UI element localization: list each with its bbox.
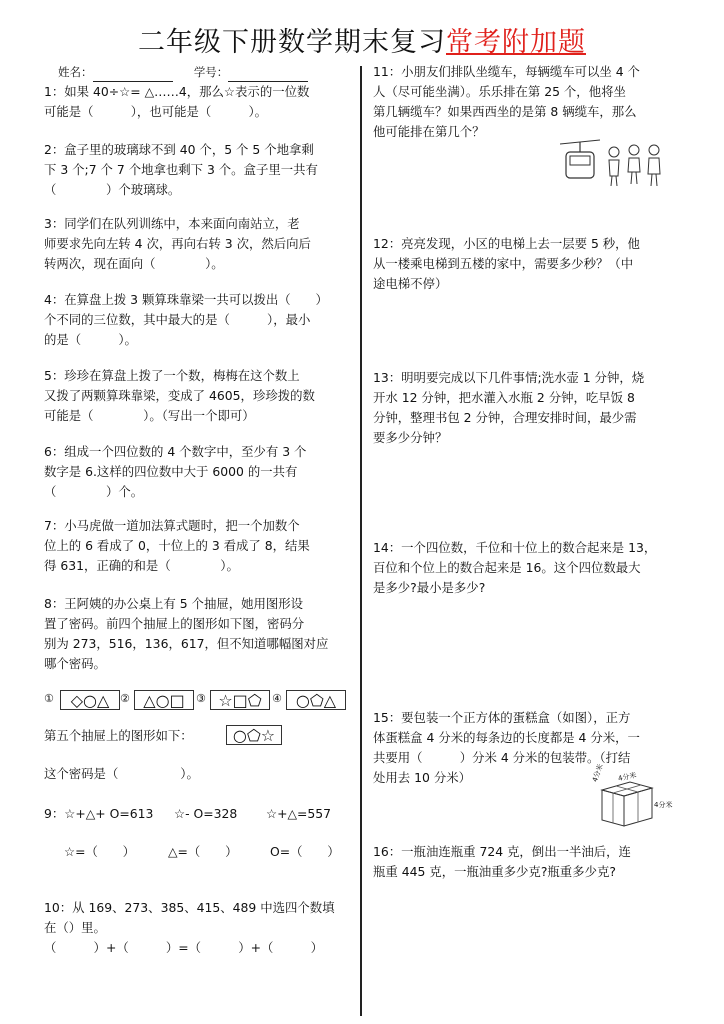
- question-11: [373, 62, 685, 142]
- q6-line: 6：组成一个四位数的 4 个数字中，至少有 3 个: [44, 444, 307, 459]
- q10-line: （ ）+（ ）=（ ）+（ ）: [44, 940, 323, 955]
- q4-line: 的是（ ）。: [44, 332, 137, 347]
- q2-line: （ ）个玻璃球。: [44, 182, 181, 197]
- cake-box-illustration: [590, 762, 680, 832]
- q7-line: 位上的 6 看成了 0，十位上的 3 看成了 8，结果: [44, 538, 310, 553]
- q1-line: 1：如果 40÷☆= △……4，那么☆表示的一位数: [44, 84, 310, 99]
- q11-line: 他可能排在第几个？: [373, 124, 485, 139]
- question-8: [44, 594, 354, 674]
- q14-line: 是多少?最小是多少?: [373, 580, 486, 595]
- code-answer-line: 这个密码是（ ）。: [44, 766, 199, 781]
- question-10: [44, 898, 354, 958]
- q15-line: 体蛋糕盒 4 分米的每条边的长度都是 4 分米，一: [373, 730, 640, 745]
- cable-car-illustration: [560, 138, 668, 190]
- q15-line: 处用去 10 分米）: [373, 770, 471, 785]
- dimension-label: 4分米: [617, 771, 638, 783]
- q6-line: 数字是 6.这样的四位数中大于 6000 的一共有: [44, 464, 298, 479]
- q3-line: 3：同学们在队列训练中，本来面向南站立，老: [44, 216, 300, 231]
- fifth-drawer-label: 第五个抽屉上的图形如下：: [44, 728, 193, 743]
- q9-answer: △=（ ）: [168, 844, 238, 859]
- q9-equation: 9：☆+△+ O=613: [44, 806, 154, 821]
- q13-line: 13：明明要完成以下几件事情;洗水壶 1 分钟，烧: [373, 370, 645, 385]
- q15-line: 15：要包装一个正方体的蛋糕盒（如图），正方: [373, 710, 631, 725]
- name-label: 姓名：: [58, 65, 93, 79]
- drawer-shapes: △○□: [134, 690, 194, 710]
- question-1: [44, 82, 354, 122]
- q9-equation: ☆+△=557: [266, 806, 332, 821]
- q16-line: 16：一瓶油连瓶重 724 克，倒出一半油后，连: [373, 844, 631, 859]
- q9-equation: ☆- O=328: [174, 806, 238, 821]
- q2-line: 下 3 个;7 个 7 个地拿也剩下 3 个。盒子里一共有: [44, 162, 318, 177]
- q1-line: 可能是（ ），也可能是（ ）。: [44, 104, 268, 119]
- drawer-shapes: ○⬠△: [286, 690, 346, 710]
- q5-line: 又拨了两颗算珠靠梁，变成了 4605，珍珍拨的数: [44, 388, 315, 403]
- q3-line: 转两次，现在面向（ ）。: [44, 256, 224, 271]
- question-14: [373, 538, 685, 598]
- q11-line: 11：小朋友们排队坐缆车，每辆缆车可以坐 4 个: [373, 64, 640, 79]
- q8-line: 置了密码。前四个抽屉上的图形如下图，密码分: [44, 616, 305, 631]
- q16-line: 瓶重 445 克，一瓶油重多少克?瓶重多少克?: [373, 864, 616, 879]
- drawer-number: ④: [272, 692, 282, 705]
- q13-line: 要多少分钟？: [373, 430, 448, 445]
- q12-line: 12：亮亮发现，小区的电梯上去一层要 5 秒，他: [373, 236, 640, 251]
- dimension-label: 4分米: [654, 801, 673, 809]
- q8-line: 8：王阿姨的办公桌上有 5 个抽屉，她用图形设: [44, 596, 304, 611]
- column-divider: [360, 66, 362, 1016]
- question-7: [44, 516, 354, 576]
- q15-line: 共要用（ ）分米 4 分米的包装带。（打结: [373, 750, 631, 765]
- q14-line: 百位和个位上的数合起来是 16。这个四位数最大: [373, 560, 641, 575]
- q12-line: 途电梯不停）: [373, 276, 448, 291]
- question-12: [373, 234, 685, 294]
- q8-line: 哪个密码。: [44, 656, 106, 671]
- q13-line: 分钟，整理书包 2 分钟，合理安排时间，最少需: [373, 410, 637, 425]
- drawer-number: ②: [120, 692, 130, 705]
- q5-line: 5：珍珍在算盘上拨了一个数，梅梅在这个数上: [44, 368, 300, 383]
- student-info-row: [58, 62, 308, 82]
- q2-line: 2：盒子里的玻璃球不到 40 个，5 个 5 个地拿剩: [44, 142, 314, 157]
- drawer-shapes: ◇○△: [60, 690, 120, 710]
- q4-line: 个不同的三位数，其中最大的是（ ），最小: [44, 312, 311, 327]
- q7-line: 7：小马虎做一道加法算式题时，把一个加数个: [44, 518, 300, 533]
- q10-line: 10：从 169、273、385、415、489 中选四个数填: [44, 900, 335, 915]
- q9-answer: ☆=（ ）: [64, 844, 136, 859]
- cable-car-icon: [560, 138, 668, 190]
- id-label: 学号：: [193, 65, 229, 79]
- question-16: [373, 842, 685, 882]
- q5-line: 可能是（ ）。（写出一个即可）: [44, 408, 255, 423]
- q8-line: 别为 273，516，136，617，但不知道哪幅图对应: [44, 636, 329, 651]
- fifth-drawer-shapes: ○⬠☆: [226, 725, 282, 745]
- question-13: [373, 368, 685, 448]
- q13-line: 开水 12 分钟，把水灌入水瓶 2 分钟，吃早饭 8: [373, 390, 635, 405]
- dimension-label: 4分米: [590, 762, 605, 784]
- q10-line: 在（）里。: [44, 920, 106, 935]
- q6-line: （ ）个。: [44, 484, 144, 499]
- question-5: [44, 366, 354, 426]
- drawer-number: ①: [44, 692, 54, 705]
- question-4: [44, 290, 354, 350]
- question-6: [44, 442, 354, 502]
- q11-line: 人（尽可能坐满）。乐乐排在第 25 个，他将坐: [373, 84, 626, 99]
- question-2: [44, 140, 354, 200]
- q4-line: 4：在算盘上拨 3 颗算珠靠梁一共可以拨出（ ）: [44, 292, 328, 307]
- title-highlight: 常考附加题: [446, 27, 586, 58]
- q9-answer: O=（ ）: [270, 844, 340, 859]
- q12-line: 从一楼乘电梯到五楼的家中，需要多少秒？（中: [373, 256, 634, 271]
- page-title: [0, 20, 724, 59]
- q7-line: 得 631，正确的和是（ ）。: [44, 558, 239, 573]
- question-3: [44, 214, 354, 274]
- q3-line: 师要求先向左转 4 次，再向右转 3 次，然后向后: [44, 236, 311, 251]
- q14-line: 14：一个四位数，千位和十位上的数合起来是 13，: [373, 540, 657, 555]
- drawer-number: ③: [196, 692, 206, 705]
- q11-line: 第几辆缆车？如果西西坐的是第 8 辆缆车，那么: [373, 104, 637, 119]
- title-main: 二年级下册数学期末复习: [138, 27, 446, 58]
- drawer-shapes: ☆□⬠: [210, 690, 270, 710]
